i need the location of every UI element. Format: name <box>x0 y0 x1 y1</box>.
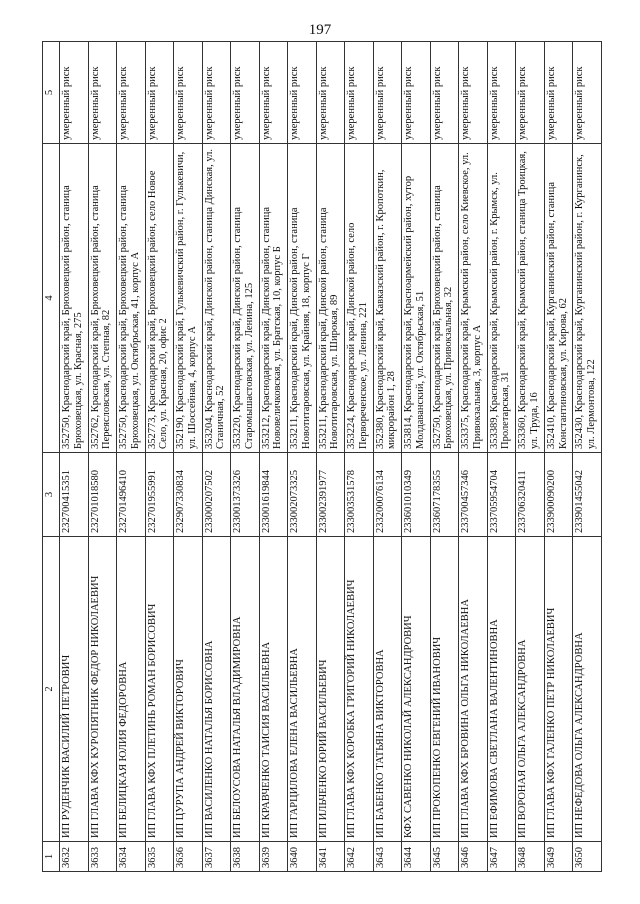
risk-level: умеренный риск <box>402 42 431 144</box>
risk-level: умеренный риск <box>487 42 516 144</box>
table-row <box>145 42 174 872</box>
address: 353212, Краснодарский край, Динской район, станица Нововеличковская, ул. Братская, 10, корпус Б <box>259 144 288 453</box>
inn-number: 233705954704 <box>487 453 516 537</box>
address: 352380, Краснодарский край, Кавказский район, г. Кропоткин, микрорайон 1, 28 <box>373 144 402 453</box>
table-row <box>316 42 345 872</box>
row-number: 3635 <box>145 842 174 872</box>
row-number: 3632 <box>60 842 89 872</box>
address: 352430, Краснодарский край, Курганинский район, г. Курганинск, ул. Лермонтова, 122 <box>573 144 602 453</box>
risk-level: умеренный риск <box>231 42 260 144</box>
inn-number: 233002391977 <box>316 453 345 537</box>
row-number: 3644 <box>402 842 431 872</box>
inn-number: 233706320411 <box>516 453 545 537</box>
row-number: 3637 <box>202 842 231 872</box>
risk-level: умеренный риск <box>544 42 573 144</box>
inn-number: 233001619844 <box>259 453 288 537</box>
address: 353814, Краснодарский край, Красноармейский район, хутор Молдаванский, ул. Октябрьская, 51 <box>402 144 431 453</box>
risk-level: умеренный риск <box>345 42 374 144</box>
inn-number: 232700415351 <box>60 453 89 537</box>
risk-level: умеренный риск <box>516 42 545 144</box>
entity-name: ИП ЕФИМОВА СВЕТЛАНА ВАЛЕНТИНОВНА <box>487 537 516 842</box>
table-row <box>516 42 545 872</box>
risk-level: умеренный риск <box>316 42 345 144</box>
address: 353211, Краснодарский край, Динской район, станица Новотитаровская, ул. Широкая, 89 <box>316 144 345 453</box>
inn-number: 233001373326 <box>231 453 260 537</box>
table-row <box>174 42 203 872</box>
table-row <box>202 42 231 872</box>
entity-name: ИП ГЛАВА КФХ ГАЛЕНКО ПЕТР НИКОЛАЕВИЧ <box>544 537 573 842</box>
address: 353224, Краснодарский край, Динской район, село Первореченское, ул. Ленина, 221 <box>345 144 374 453</box>
entity-name: ИП ГЛАВА КФХ КУРОПЯТНИК ФЕДОР НИКОЛАЕВИЧ <box>88 537 117 842</box>
inn-number: 232701018580 <box>88 453 117 537</box>
risk-level: умеренный риск <box>88 42 117 144</box>
risk-level: умеренный риск <box>174 42 203 144</box>
risk-level: умеренный риск <box>459 42 488 144</box>
table-row <box>88 42 117 872</box>
address: 353360, Краснодарский край, Крымский район, станица Троицкая, ул. Труда, 16 <box>516 144 545 453</box>
entity-name: ИП КРАВЧЕНКО ТАИСИЯ ВАСИЛЬЕВНА <box>259 537 288 842</box>
risk-level: умеренный риск <box>117 42 146 144</box>
entity-name: ИП БЕЛОУСОВА НАТАЛЬЯ ВЛАДИМИРОВНА <box>231 537 260 842</box>
row-number: 3648 <box>516 842 545 872</box>
table-row <box>345 42 374 872</box>
table-header <box>43 42 60 872</box>
inn-number: 233002073325 <box>288 453 317 537</box>
entity-name: ИП ВАСИЛЕНКО НАТАЛЬЯ БОРИСОВНА <box>202 537 231 842</box>
table-row <box>259 42 288 872</box>
table-row <box>402 42 431 872</box>
entity-name: ИП ПРОКОПЕНКО ЕВГЕНИЙ ИВАНОВИЧ <box>430 537 459 842</box>
registry-table <box>42 41 602 872</box>
risk-level: умеренный риск <box>430 42 459 144</box>
row-number: 3645 <box>430 842 459 872</box>
risk-level: умеренный риск <box>373 42 402 144</box>
address: 352762, Краснодарский край, Брюховецкий район, станица Переясловская, ул. Степная, 82 <box>88 144 117 453</box>
entity-name: ИП РУДЕНЧИК ВАСИЛИЙ ПЕТРОВИЧ <box>60 537 89 842</box>
table-row <box>117 42 146 872</box>
entity-name: КФХ САВЕНКО НИКОЛАЙ АЛЕКСАНДРОВИЧ <box>402 537 431 842</box>
table-row <box>544 42 573 872</box>
table-row <box>60 42 89 872</box>
rotated-table-container <box>42 42 602 872</box>
entity-name: ИП ЦУРУПА АНДРЕЙ ВИКТОРОВИЧ <box>174 537 203 842</box>
inn-number: 233200076134 <box>373 453 402 537</box>
column-header: 5 <box>43 42 60 144</box>
table-row <box>573 42 602 872</box>
address: 352750, Краснодарский край, Брюховецкий район, станица Брюховецкая, ул. Привокзальная, 32 <box>430 144 459 453</box>
entity-name: ИП ИЛЬЧЕНКО ЮРИЙ ВАСИЛЬЕВИЧ <box>316 537 345 842</box>
inn-number: 232907330834 <box>174 453 203 537</box>
inn-number: 233901455042 <box>573 453 602 537</box>
inn-number: 232701496410 <box>117 453 146 537</box>
page-number: 197 <box>308 22 332 38</box>
row-number: 3641 <box>316 842 345 872</box>
row-number: 3634 <box>117 842 146 872</box>
table-row <box>430 42 459 872</box>
table-row <box>231 42 260 872</box>
inn-number: 233900090200 <box>544 453 573 537</box>
inn-number: 233003531578 <box>345 453 374 537</box>
table-body <box>60 42 602 872</box>
address: 352750, Краснодарский край, Брюховецкий район, станица Брюховецкая, ул. Октябрьская, 41, корпус А <box>117 144 146 453</box>
row-number: 3633 <box>88 842 117 872</box>
column-header: 3 <box>43 453 60 537</box>
entity-name: ИП НЕФЕДОВА ОЛЬГА АЛЕКСАНДРОВНА <box>573 537 602 842</box>
risk-level: умеренный риск <box>288 42 317 144</box>
risk-level: умеренный риск <box>202 42 231 144</box>
column-header: 1 <box>43 842 60 872</box>
entity-name: ИП ГЛАВА КФХ БРОВИНА ОЛЬГА НИКОЛАЕВНА <box>459 537 488 842</box>
address: 352190, Краснодарский край, Гулькевичский район, г. Гулькевичи, ул. Шоссейная, 4, корпус А <box>174 144 203 453</box>
table-row <box>487 42 516 872</box>
row-number: 3643 <box>373 842 402 872</box>
inn-number: 233601010349 <box>402 453 431 537</box>
address: 353220, Краснодарский край, Динской район, станица Старомышастовская, ул. Ленина, 125 <box>231 144 260 453</box>
column-header: 2 <box>43 537 60 842</box>
address: 353375, Краснодарский край, Крымский район, село Киевское, ул. Привокзальная, 3, корпус А <box>459 144 488 453</box>
row-number: 3639 <box>259 842 288 872</box>
row-number: 3642 <box>345 842 374 872</box>
table-row <box>373 42 402 872</box>
entity-name: ИП ГЛАВА КФХ КОРОБКА ГРИГОРИЙ НИКОЛАЕВИЧ <box>345 537 374 842</box>
address: 353211, Краснодарский край, Динской район, станица Новотитаровская, ул. Крайняя, 18, корпус Г <box>288 144 317 453</box>
row-number: 3650 <box>573 842 602 872</box>
entity-name: ИП ГЛАВА КФХ ПЛЕТИНЬ РОМАН БОРИСОВИЧ <box>145 537 174 842</box>
entity-name: ИП БЕЛИЦКАЯ ЮЛИЯ ФЕДОРОВНА <box>117 537 146 842</box>
address: 353389, Краснодарский край, Крымский район, г. Крымск, ул. Пролетарская, 31 <box>487 144 516 453</box>
inn-number: 233700457346 <box>459 453 488 537</box>
inn-number: 233607178355 <box>430 453 459 537</box>
risk-level: умеренный риск <box>145 42 174 144</box>
row-number: 3647 <box>487 842 516 872</box>
entity-name: ИП ГАРЦИЛОВА ЕЛЕНА ВАСИЛЬЕВНА <box>288 537 317 842</box>
row-number: 3638 <box>231 842 260 872</box>
row-number: 3649 <box>544 842 573 872</box>
risk-level: умеренный риск <box>259 42 288 144</box>
row-number: 3636 <box>174 842 203 872</box>
table-row <box>459 42 488 872</box>
row-number: 3646 <box>459 842 488 872</box>
entity-name: ИП ВОРОНАЯ ОЛЬГА АЛЕКСАНДРОВНА <box>516 537 545 842</box>
entity-name: ИП БАБЕНКО ТАТЬЯНА ВИКТОРОВНА <box>373 537 402 842</box>
address: 352773, Краснодарский край, Брюховецкий район, село Новое Село, ул. Красная, 20, офис 2 <box>145 144 174 453</box>
table-row <box>288 42 317 872</box>
address: 352750, Краснодарский край, Брюховецкий район, станица Брюховецкая, ул. Красная, 275 <box>60 144 89 453</box>
inn-number: 232701955991 <box>145 453 174 537</box>
address: 352410, Краснодарский край, Курганинский район, станица Константиновская, ул. Кирова, 62 <box>544 144 573 453</box>
row-number: 3640 <box>288 842 317 872</box>
risk-level: умеренный риск <box>60 42 89 144</box>
risk-level: умеренный риск <box>573 42 602 144</box>
inn-number: 233000207502 <box>202 453 231 537</box>
column-header: 4 <box>43 144 60 453</box>
address: 353204, Краснодарский край, Динской район, станица Динская, ул. Станичная, 52 <box>202 144 231 453</box>
